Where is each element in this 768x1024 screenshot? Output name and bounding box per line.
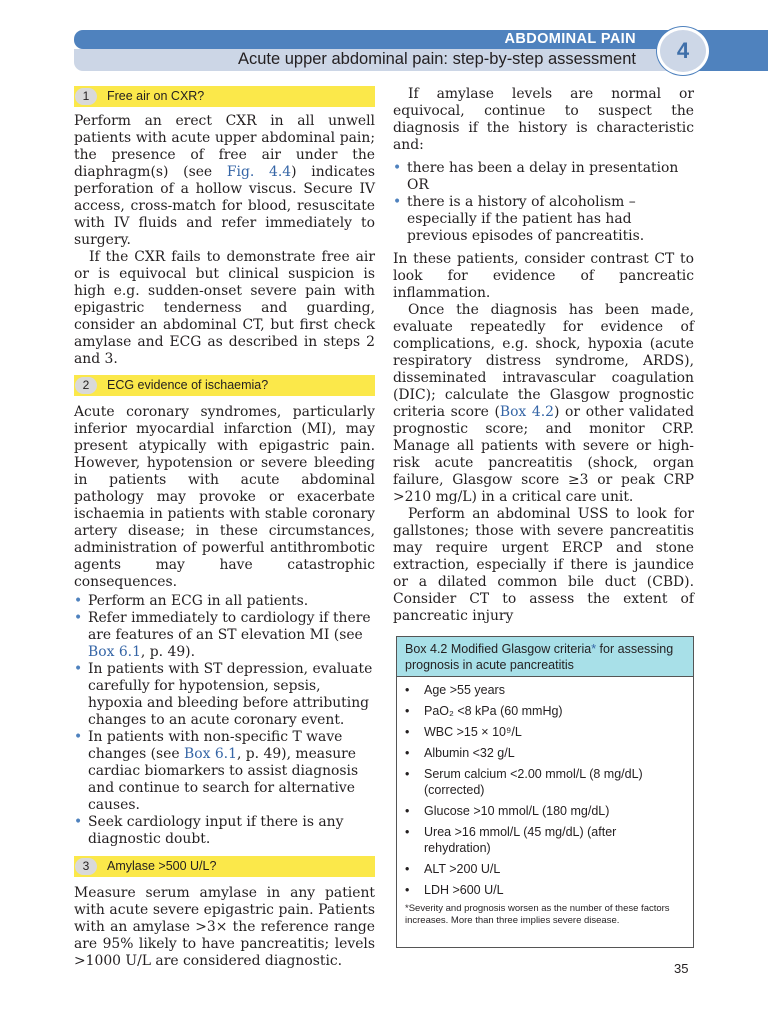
bullet-icon: • [405,746,410,760]
paragraph: If amylase levels are normal or equivocal, continue to suspect the diagnosis if the history is characteristic and: [393,86,694,153]
text: Refer immediately to cardiology if there are features of an ST elevation MI (see [88,610,371,643]
paragraph: If the CXR fails to demonstrate free air or is equivocal but clinical suspicion is high e.g. sudden-onset severe pain with epigastric tenderness and guarding, consider an abdominal CT, but first check amylase and ECG as described in steps 2 and 3. [74,249,375,367]
list-item [405,824,685,856]
text: Urea >16 mmol/L (45 mg/dL) (after rehydration) [424,825,617,855]
left-column [74,86,375,970]
bullet-icon: • [74,610,83,626]
bullet-icon: • [74,661,83,677]
step-2-heading [74,375,375,396]
bullet-icon: • [405,883,410,897]
bullet-icon: • [74,814,83,830]
list-item [405,803,685,819]
criteria-list [397,677,693,898]
text: Box 4.2 Modified Glasgow criteria [405,642,592,656]
text: Age >55 years [424,683,505,697]
text: for assessing prognosis in acute pancreatitis [405,642,674,672]
text: Perform an ECG in all patients. [88,593,309,609]
chapter-number-badge [657,27,709,75]
box-footnote: *Severity and prognosis worsen as the number of these factors increases. More than three implies severe disease. [405,903,670,926]
right-column [393,86,694,625]
chapter-number: 4 [676,38,690,63]
step-title: Amylase >500 U/L? [107,859,217,873]
step-3-heading [74,856,375,877]
chapter-title: ABDOMINAL PAIN [504,31,636,47]
list-item [405,745,685,761]
text: ) indicates perforation of a hollow viscus. Secure IV access, cross-match for blood, resuscitate with IV fluids and refer immediately to surgery. [74,164,375,248]
bullet-list [74,593,375,848]
text: ) or other validated prognostic score; and monitor CRP. Manage all patients with severe or high-risk acute pancreatitis (shock, organ failure, Glasgow score ≥3 or peak CRP >210 mg/L) in a critical care unit. [393,404,694,505]
text: there has been a delay in presentation OR [407,160,679,193]
text: PaO₂ <8 kPa (60 mmHg) [424,704,563,718]
paragraph: In these patients, consider contrast CT to look for evidence of pancreatic inflammation. [393,251,694,301]
bullet-list [393,160,694,245]
page-number: 35 [674,961,689,976]
section-title: Acute upper abdominal pain: step-by-step assessment [237,50,636,68]
bullet-icon: • [405,862,410,876]
list-item [74,814,375,848]
list-item [393,160,694,194]
box-title [397,637,693,677]
text: In patients with ST depression, evaluate carefully for hypotension, sepsis, hypoxia and bleeding before attributing changes to an acute coronary event. [88,661,373,728]
step-number: 2 [75,377,97,394]
list-item [405,724,685,740]
list-item [405,766,685,798]
paragraph: Measure serum amylase in any patient with acute severe epigastric pain. Patients with an amylase >3× the reference range are 95% likely to have pancreatitis; levels >1000 U/L are considered diagnostic. [74,885,375,969]
text: Once the diagnosis has been made, evaluate repeatedly for evidence of complications, e.g. shock, hypoxia (acute respiratory distress syndrome, ARDS), disseminated intravascular coagulation (DIC); calculate the Glasgow prognostic criteria score ( [393,302,694,420]
bullet-icon: • [393,160,402,176]
bullet-icon: • [405,683,410,697]
text: Glucose >10 mmol/L (180 mg/dL) [424,804,610,818]
bullet-icon: • [74,729,83,745]
bullet-icon: • [405,725,410,739]
list-item [405,682,685,698]
list-item [393,194,694,245]
text: Serum calcium <2.00 mmol/L (8 mg/dL) (corrected) [424,767,643,797]
step-title: Free air on CXR? [107,89,205,103]
list-item [74,593,375,610]
text: In patients with non-specific T wave changes (see [88,729,343,762]
chapter-header-bar [74,30,694,49]
step-title: ECG evidence of ischaemia? [107,378,269,392]
text: ALT >200 U/L [424,862,501,876]
text: there is a history of alcoholism – especially if the patient has had previous episodes of pancreatitis. [407,194,645,244]
paragraph [74,113,375,249]
bullet-icon: • [405,804,410,818]
text: , p. 49), measure cardiac biomarkers to assist diagnosis and continue to search for alternative causes. [88,746,359,813]
info-box [396,636,694,948]
text: Albumin <32 g/L [424,746,515,760]
bullet-icon: • [405,825,410,839]
text: WBC >15 × 10⁹/L [424,725,522,739]
paragraph: Acute coronary syndromes, particularly inferior myocardial infarction (MI), may present atypically with epigastric pain. However, hypotension or severe bleeding in patients with acute abdominal pathology may provoke or exacerbate ischaemia in patients with stable coronary artery disease; in these circumstances, administration of powerful antithrombotic agents may have catastrophic consequences. [74,404,375,590]
step-1-heading [74,86,375,107]
bullet-icon: • [405,767,410,781]
step-number: 3 [75,858,97,875]
text: , p. 49). [140,644,195,660]
section-header-bar [74,49,694,71]
step-number: 1 [75,88,97,105]
list-item [74,610,375,661]
figure-link[interactable]: Fig. 4.4 [226,164,292,180]
text: LDH >600 U/L [424,883,504,897]
box-link[interactable]: Box 6.1 [88,644,141,660]
bullet-icon: • [393,194,402,210]
paragraph [393,302,694,506]
list-item [405,861,685,877]
list-item [405,882,685,898]
footnote-marker: * [591,642,597,656]
bullet-icon: • [74,593,83,609]
box-link[interactable]: Box 4.2 [499,404,554,420]
bullet-icon: • [405,704,410,718]
list-item [405,703,685,719]
box-link[interactable]: Box 6.1 [184,746,237,762]
text: Seek cardiology input if there is any diagnostic doubt. [88,814,344,847]
list-item [74,729,375,814]
list-item [74,661,375,729]
text: Perform an erect CXR in all unwell patients with acute upper abdominal pain; the presence of free air under the diaphragm(s) (see [74,113,375,180]
paragraph: Perform an abdominal USS to look for gallstones; those with severe pancreatitis may require urgent ERCP and stone extraction, especially if there is jaundice or a dilated common bile duct (CBD). Consider CT to assess the extent of pancreatic injury [393,506,694,624]
